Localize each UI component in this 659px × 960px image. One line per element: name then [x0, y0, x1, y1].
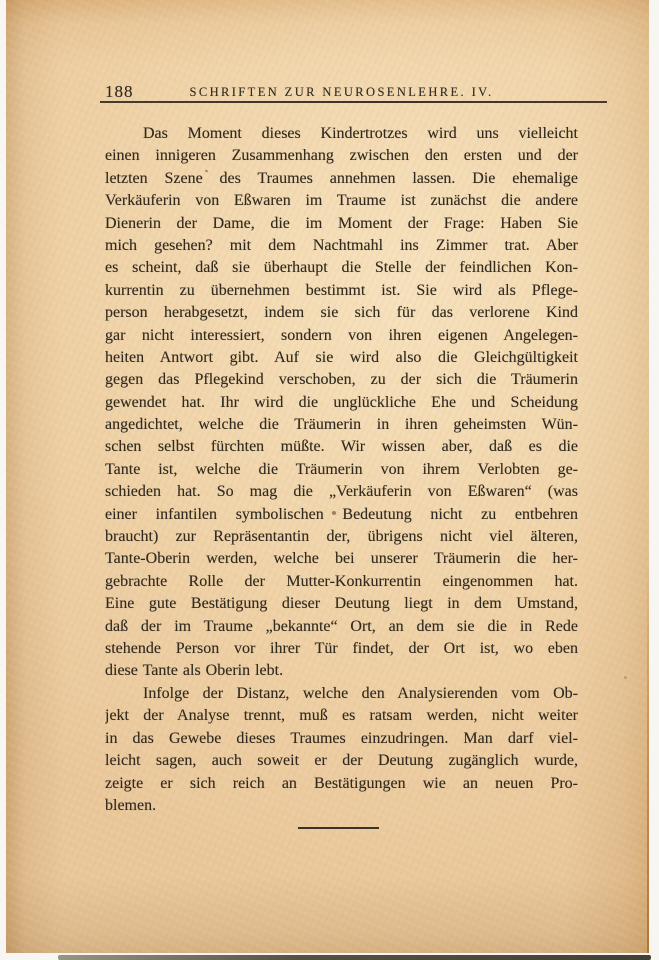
paragraph-2: [105, 683, 578, 817]
text-line: braucht) zur Repräsentantin der, übrigens nicht viel älteren,: [105, 528, 578, 546]
text-line: kurrentin zu übernehmen bestimmt ist. Sie wird als Pflege-: [105, 281, 578, 299]
text-line: blemen.: [105, 796, 157, 814]
header-rule: [100, 101, 607, 103]
scan-shadow: [58, 955, 651, 960]
text-line: Tante ist, welche die Träumerin von ihrem Verlobten ge-: [105, 460, 578, 478]
section-end-rule: [298, 827, 379, 829]
page-edge: [647, 560, 649, 953]
text-line: einen innigeren Zusammenhang zwischen den ersten und der: [105, 147, 578, 165]
text-line: gegen das Pflegekind verschoben, zu der sich die Träumerin: [105, 371, 578, 389]
text-line: letzten Szene des Traumes annehmen lassen. Die ehemalige: [105, 169, 578, 187]
text-line: in das Gewebe dieses Traumes einzudringen. Man darf viel-: [105, 729, 578, 747]
text-line: jekt der Analyse trennt, muß es ratsam werden, nicht weiter: [105, 707, 578, 725]
page-number: 188: [105, 82, 134, 101]
text-line: heiten Antwort gibt. Auf sie wird also die Gleichgültigkeit: [105, 348, 578, 366]
text-line: schieden hat. So mag die „Verkäuferin von Eßwaren“ (was: [105, 483, 578, 501]
text-line: es scheint, daß sie überhaupt die Stelle der feindlichen Kon-: [105, 259, 578, 277]
text-line: diese Tante als Oberin lebt.: [105, 662, 284, 680]
text-line: Dienerin der Dame, die im Moment der Frage: Haben Sie: [105, 214, 578, 232]
text-line: Verkäuferin von Eßwaren im Traume ist zunächst die andere: [105, 192, 578, 210]
text-line: leicht sagen, auch soweit er der Deutung zugänglich wurde,: [105, 752, 578, 770]
text-line: gar nicht interessiert, sondern von ihren eigenen Angelegen-: [105, 326, 578, 344]
text-line: schen selbst fürchten müßte. Wir wissen aber, daß es die: [105, 438, 578, 456]
paragraph-1: [105, 123, 578, 683]
text-line: Infolge der Distanz, welche den Analysierenden vom Ob-: [143, 685, 578, 702]
text-line: einer infantilen symbolischen Bedeutung nicht zu entbehren: [105, 505, 578, 523]
text-line: person herabgesetzt, indem sie sich für das verlorene Kind: [105, 304, 578, 322]
text-line: gewendet hat. Ihr wird die unglückliche Ehe und Scheidung: [105, 393, 578, 411]
text-line: stehende Person vor ihrer Tür findet, der Ort ist, wo eben: [105, 639, 578, 657]
text-line: Das Moment dieses Kindertrotzes wird uns vielleicht: [143, 125, 578, 142]
running-head: [105, 82, 578, 100]
text-line: Tante-Oberin werden, welche bei unserer Träumerin die her-: [105, 550, 578, 568]
text-line: daß der im Traume „bekannte“ Ort, an dem sie die in Rede: [105, 617, 578, 635]
text-line: angedichtet, welche die Träumerin in ihren geheimsten Wün-: [105, 416, 578, 434]
print-artifact: [624, 676, 627, 679]
text-line: Eine gute Bestätigung dieser Deutung liegt in dem Umstand,: [105, 595, 578, 613]
text-line: mich gesehen? mit dem Nachtmahl ins Zimmer trat. Aber: [105, 236, 578, 254]
running-title: SCHRIFTEN ZUR NEUROSENLEHRE. IV.: [189, 85, 494, 99]
text-line: zeigte er sich reich an Bestätigungen wie an neuen Pro-: [105, 774, 578, 792]
text-line: gebrachte Rolle der Mutter-Konkurrentin eingenommen hat.: [105, 572, 578, 590]
